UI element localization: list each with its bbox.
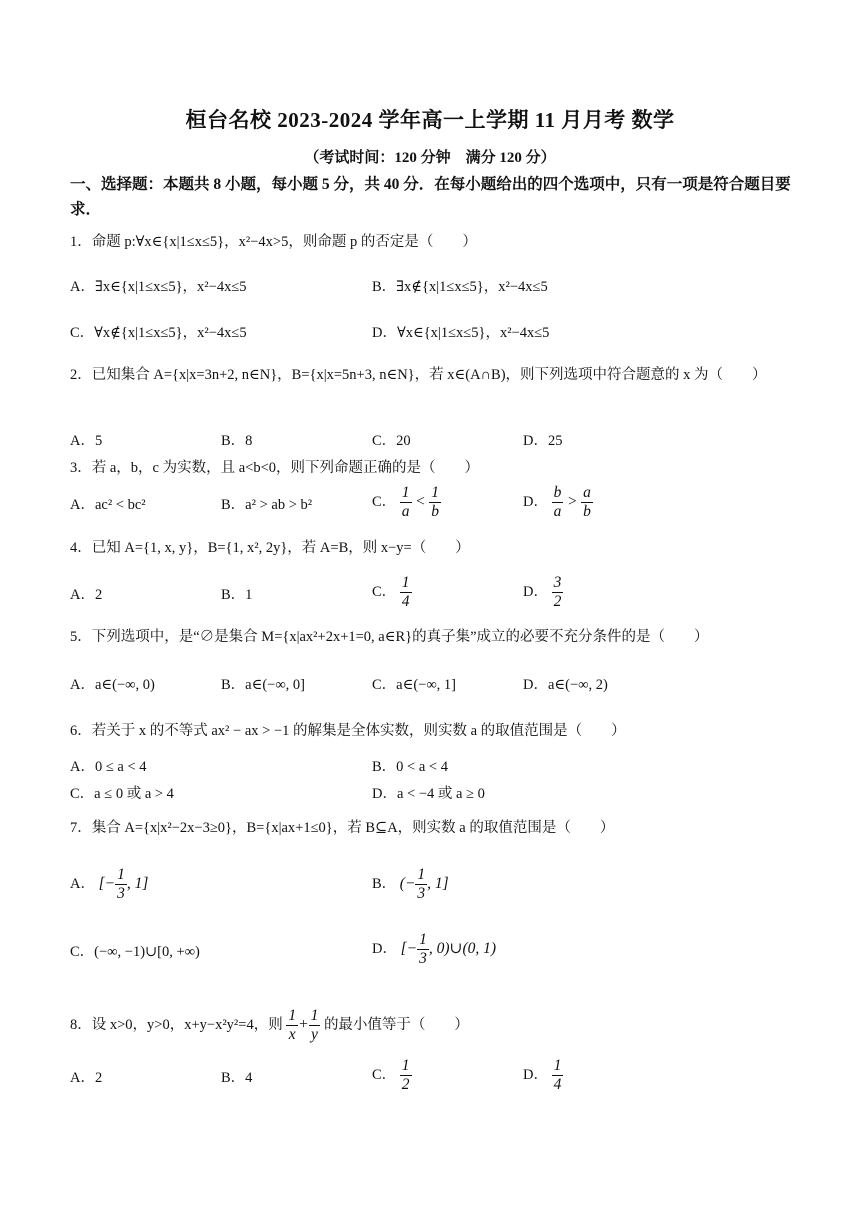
question-6-option-a: A．0 ≤ a < 4 xyxy=(70,759,147,775)
fraction: $\frac{1}{4}$ xyxy=(401,574,410,610)
question-5-option-c: C．a∈(−∞, 1] xyxy=(372,677,457,693)
option-label: D． xyxy=(523,583,548,600)
option-label: D． xyxy=(372,940,397,957)
option-label: C． xyxy=(372,1066,397,1083)
question-3-option-b: B．a² > ab > b² xyxy=(221,497,313,513)
fraction: $\frac{3}{2}$ xyxy=(553,574,562,610)
page-title: 桓台名校 2023-2024 学年高一上学期 11 月月考 数学 xyxy=(185,108,675,132)
question-2-stem: 2．已知集合 A={x|x=3n+2, n∈N}，B={x|x=5n+3, n∈N}，若 x∈(A∩B)，则下列选项中符合题意的 x 为（ ） xyxy=(70,367,767,383)
fraction: $\frac{1}{a}$ xyxy=(401,484,410,520)
question-1-stem: 1．命题 p:∀x∈{x|1≤x≤5}，x²−4x>5，则命题 p 的否定是（ ） xyxy=(70,234,477,250)
option-label: C． xyxy=(372,493,397,510)
question-8-stem: 8．设 x>0，y>0，x+y−x²y²=4，则 $\frac{1}{x}$ + $\frac{1}{y}$ 的最小值等于（ ） xyxy=(70,1007,469,1043)
question-2-option-c: C．20 xyxy=(372,433,411,449)
fraction: $\frac{1}{x}$ xyxy=(288,1007,297,1043)
question-3-option-d: D． $\frac{b}{a}$ > $\frac{a}{b}$ xyxy=(523,484,591,520)
question-8-option-c xyxy=(372,1057,412,1094)
exam-info: （考试时间：120 分钟 满分 120 分） xyxy=(304,150,556,166)
question-5-option-b: B．a∈(−∞, 0] xyxy=(221,677,306,693)
question-8-option-d xyxy=(523,1057,563,1094)
question-7-option-c: C．(−∞, −1)∪[0, +∞) xyxy=(70,944,200,960)
question-5-option-d: D．a∈(−∞, 2) xyxy=(523,677,608,693)
question-7-option-d: D． [− $\frac{1}{3}$ , 0)∪(0, 1) xyxy=(372,931,497,967)
fraction: $\frac{1}{3}$ xyxy=(419,931,427,967)
option-label: A． xyxy=(70,875,95,892)
fraction: $\frac{1}{y}$ xyxy=(310,1007,319,1043)
question-6-option-d: D．a < −4 或 a ≥ 0 xyxy=(372,786,485,802)
question-6-stem: 6．若关于 x 的不等式 ax² − ax > −1 的解集是全体实数，则实数 a 的取值范围是（ ） xyxy=(70,723,626,739)
fraction: $\frac{1}{3}$ xyxy=(417,866,426,902)
fraction: $\frac{a}{b}$ xyxy=(583,484,591,520)
question-8-option-b: B．4 xyxy=(221,1070,253,1086)
question-3-option-a: A．ac² < bc² xyxy=(70,497,146,513)
option-label: D． xyxy=(523,493,548,510)
question-6-option-c: C．a ≤ 0 或 a > 4 xyxy=(70,786,174,802)
question-5-option-a: A．a∈(−∞, 0) xyxy=(70,677,155,693)
question-3-option-c: C． $\frac{1}{a}$ < $\frac{1}{b}$ xyxy=(372,484,440,520)
fraction: $\frac{1}{4}$ xyxy=(553,1057,562,1093)
question-4-stem: 4．已知 A={1, x, y}，B={1, x², 2y}，若 A=B，则 x−y=（ ） xyxy=(70,540,470,556)
section-heading: 一、选择题：本题共 8 小题，每小题 5 分，共 40 分．在每小题给出的四个选项中，只有一项是符合题目要求． xyxy=(70,176,791,218)
fraction: $\frac{b}{a}$ xyxy=(553,484,562,520)
question-7-option-b: B． (− $\frac{1}{3}$ , 1] xyxy=(372,866,449,902)
question-7-stem: 7．集合 A={x|x²−2x−3≥0}，B={x|ax+1≤0}，若 B⊆A，则实数 a 的取值范围是（ ） xyxy=(70,820,615,836)
question-4-option-c xyxy=(372,574,412,611)
question-2-option-d: D．25 xyxy=(523,433,563,449)
fraction: $\frac{1}{3}$ xyxy=(117,866,125,902)
question-8-option-a: A．2 xyxy=(70,1070,103,1086)
question-4-option-a: A．2 xyxy=(70,587,103,603)
question-2-option-b: B．8 xyxy=(221,433,253,449)
question-4-option-b: B．1 xyxy=(221,587,253,603)
fraction: $\frac{1}{2}$ xyxy=(401,1057,410,1093)
option-label: D． xyxy=(523,1066,548,1083)
question-1-option-a: A．∃x∈{x|1≤x≤5}，x²−4x≤5 xyxy=(70,279,247,295)
question-4-option-d xyxy=(523,574,563,611)
question-1-option-b: B．∃x∉{x|1≤x≤5}，x²−4x≤5 xyxy=(372,279,548,295)
question-1-option-d: D．∀x∈{x|1≤x≤5}，x²−4x≤5 xyxy=(372,325,550,341)
question-2-option-a: A．5 xyxy=(70,433,103,449)
question-5-stem: 5．下列选项中，是“∅是集合 M={x|ax²+2x+1=0, a∈R}的真子集”成立的必要不充分条件的是（ ） xyxy=(70,629,709,645)
option-label: B． xyxy=(372,875,397,892)
question-3-stem: 3．若 a，b，c 为实数，且 a<b<0，则下列命题正确的是（ ） xyxy=(70,460,480,476)
question-6-option-b: B．0 < a < 4 xyxy=(372,759,448,775)
option-label: C． xyxy=(372,583,397,600)
question-1-option-c: C．∀x∉{x|1≤x≤5}，x²−4x≤5 xyxy=(70,325,247,341)
question-7-option-a: A． [− $\frac{1}{3}$ , 1] xyxy=(70,866,149,902)
fraction: $\frac{1}{b}$ xyxy=(431,484,440,520)
